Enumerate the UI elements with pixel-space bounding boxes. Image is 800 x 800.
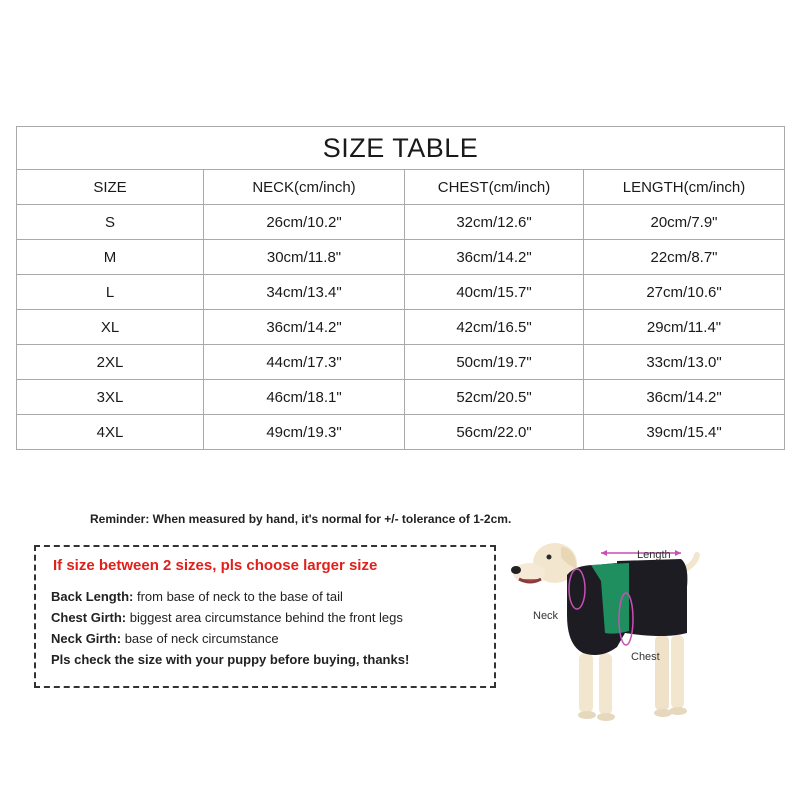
cell-neck: 26cm/10.2": [204, 205, 405, 240]
dog-measurement-diagram: [505, 535, 705, 730]
cell-length: 27cm/10.6": [584, 275, 785, 310]
back-length-label: Back Length:: [51, 589, 134, 604]
table-row: [17, 380, 785, 415]
cell-size: XL: [17, 310, 204, 345]
table-header-row: [17, 170, 785, 205]
larger-size-advice: If size between 2 sizes, pls choose larger size: [53, 557, 378, 574]
cell-length: 39cm/15.4": [584, 415, 785, 450]
cell-chest: 36cm/14.2": [405, 240, 584, 275]
cell-size: 3XL: [17, 380, 204, 415]
neck-girth-label: Neck Girth:: [51, 631, 122, 646]
cell-neck: 30cm/11.8": [204, 240, 405, 275]
cell-size: 4XL: [17, 415, 204, 450]
table-row: [17, 310, 785, 345]
length-label: Length: [637, 549, 671, 561]
table-title-row: [17, 127, 785, 170]
check-size-note: [51, 652, 409, 667]
table-row: [17, 205, 785, 240]
dog-illustration: [505, 535, 705, 730]
cell-chest: 52cm/20.5": [405, 380, 584, 415]
cell-chest: 56cm/22.0": [405, 415, 584, 450]
cell-neck: 44cm/17.3": [204, 345, 405, 380]
table-row: [17, 345, 785, 380]
check-size-text: Pls check the size with your puppy before buying, thanks!: [51, 652, 410, 667]
cell-chest: 32cm/12.6": [405, 205, 584, 240]
size-table: [16, 126, 785, 450]
neck-label: Neck: [533, 610, 559, 622]
chest-girth-label: Chest Girth:: [51, 610, 127, 625]
reminder-text: Reminder: When measured by hand, it's normal for +/- tolerance of 1-2cm.: [90, 512, 512, 526]
header-size: SIZE: [17, 170, 204, 205]
cell-size: L: [17, 275, 204, 310]
table-row: [17, 275, 785, 310]
cell-length: 20cm/7.9": [584, 205, 785, 240]
cell-chest: 50cm/19.7": [405, 345, 584, 380]
cell-neck: 46cm/18.1": [204, 380, 405, 415]
size-notes-box: [34, 545, 496, 688]
table-title: SIZE TABLE: [17, 127, 785, 170]
table-row: [17, 240, 785, 275]
cell-length: 29cm/11.4": [584, 310, 785, 345]
cell-neck: 34cm/13.4": [204, 275, 405, 310]
cell-neck: 36cm/14.2": [204, 310, 405, 345]
back-length-note: [51, 589, 343, 604]
cell-size: 2XL: [17, 345, 204, 380]
cell-chest: 42cm/16.5": [405, 310, 584, 345]
cell-size: S: [17, 205, 204, 240]
cell-neck: 49cm/19.3": [204, 415, 405, 450]
cell-length: 22cm/8.7": [584, 240, 785, 275]
cell-length: 33cm/13.0": [584, 345, 785, 380]
header-length: LENGTH(cm/inch): [584, 170, 785, 205]
chest-girth-text: biggest area circumstance behind the front legs: [126, 610, 403, 625]
header-chest: CHEST(cm/inch): [405, 170, 584, 205]
chest-label: Chest: [631, 651, 660, 663]
cell-chest: 40cm/15.7": [405, 275, 584, 310]
cell-size: M: [17, 240, 204, 275]
neck-girth-note: [51, 631, 279, 646]
table-row: [17, 415, 785, 450]
chest-girth-note: [51, 610, 403, 625]
neck-girth-text: base of neck circumstance: [121, 631, 279, 646]
header-neck: NECK(cm/inch): [204, 170, 405, 205]
back-length-text: from base of neck to the base of tail: [133, 589, 343, 604]
cell-length: 36cm/14.2": [584, 380, 785, 415]
